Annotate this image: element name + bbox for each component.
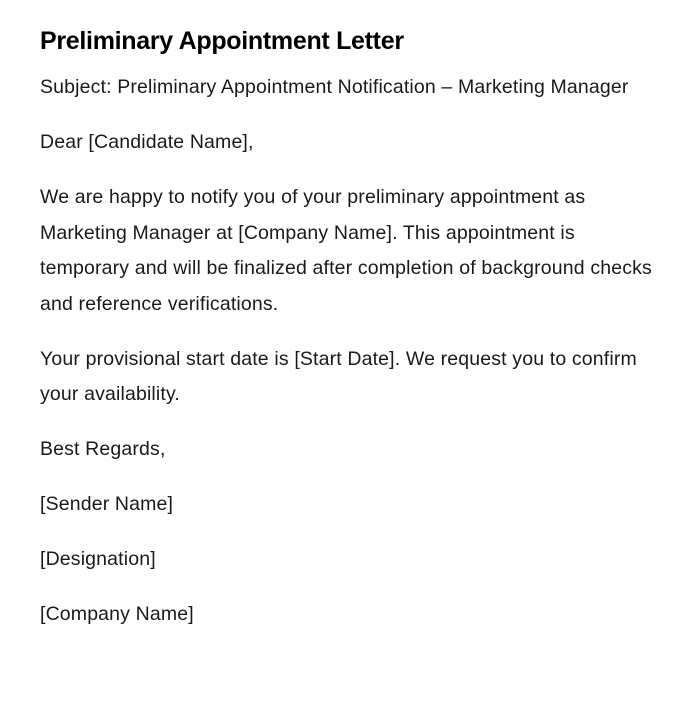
sender-name: [Sender Name] — [40, 493, 174, 515]
letter-title: Preliminary Appointment Letter — [40, 27, 404, 55]
body-paragraph-1: We are happy to notify you of your preliminary appointment as Marketing Manager at [Company Name]. This appointment is temporary and will be finalized after completion of background checks and reference verifications. — [40, 186, 652, 315]
company-name: [Company Name] — [40, 603, 194, 625]
designation: [Designation] — [40, 548, 156, 570]
salutation: Dear [Candidate Name], — [40, 131, 254, 153]
subject-line: Subject: Preliminary Appointment Notification – Marketing Manager — [40, 76, 629, 98]
closing: Best Regards, — [40, 438, 166, 460]
body-paragraph-2: Your provisional start date is [Start Date]. We request you to confirm your availability. — [40, 347, 637, 405]
